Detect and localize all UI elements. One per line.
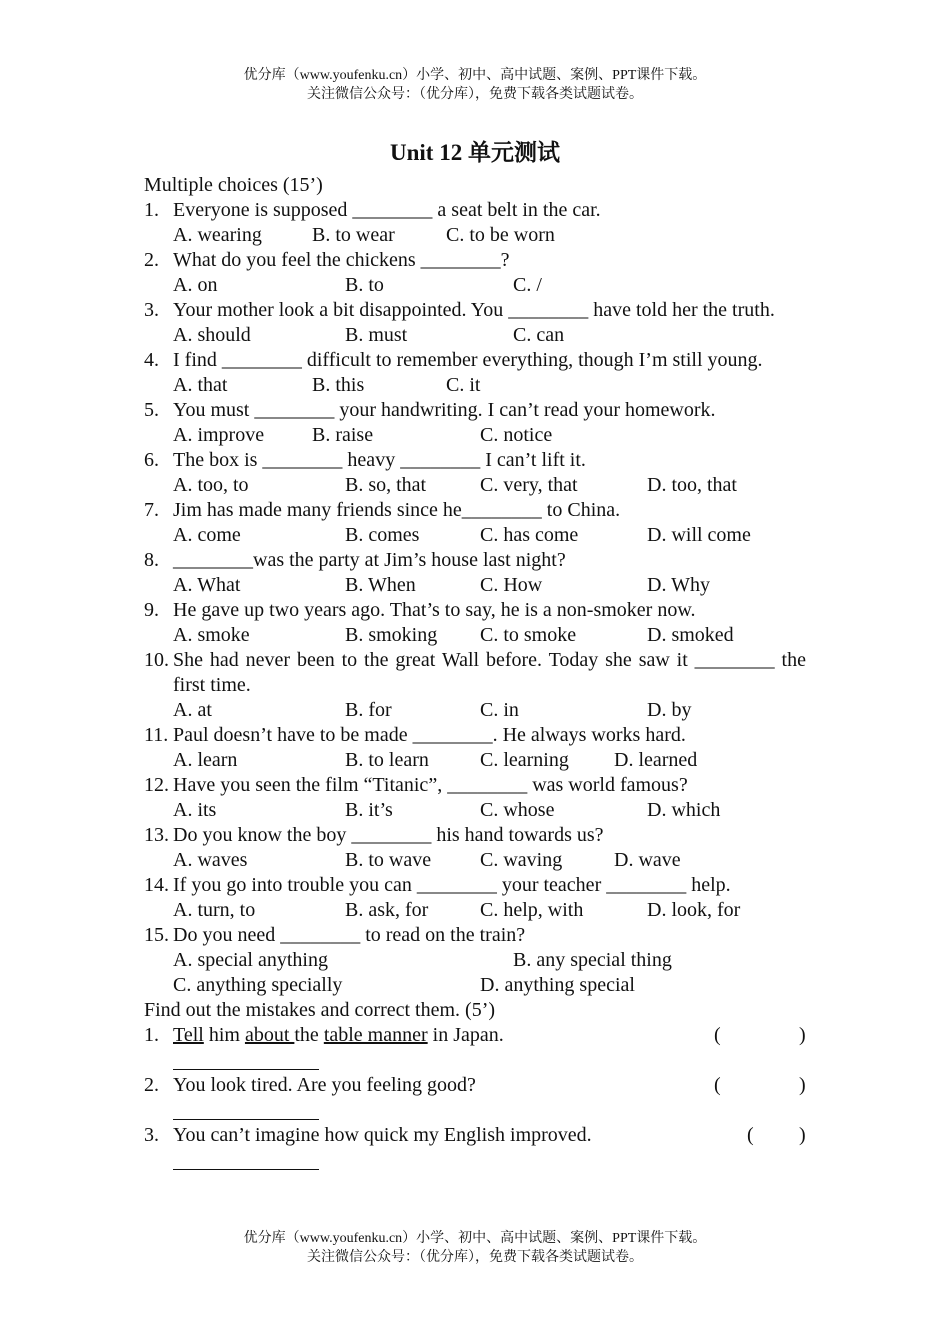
mc-question [144, 248, 806, 298]
question-text: Do you know the boy ________ his hand towards us? [173, 824, 604, 846]
question-number: 1. [144, 1024, 159, 1046]
question-text: The box is ________ heavy ________ I can’t lift it. [173, 449, 586, 471]
answer-option[interactable]: A. special anything [173, 949, 328, 971]
answer-option[interactable]: D. which [647, 799, 721, 821]
answer-option[interactable]: D. wave [614, 849, 681, 871]
mc-question-list [144, 198, 806, 998]
answer-option[interactable]: B. raise [312, 424, 374, 446]
answer-option[interactable]: A. wearing [173, 224, 262, 246]
mc-question [144, 823, 806, 873]
options-row [173, 423, 806, 448]
options-row [173, 623, 806, 648]
mistake-question-1 [144, 1023, 806, 1073]
answer-option[interactable]: B. to [345, 274, 384, 296]
answer-paren-close: ) [799, 1074, 806, 1096]
footer-line-1: 优分库（www.youfenku.cn）小学、初中、高中试题、案例、PPT课件下载。 [243, 1231, 707, 1246]
underlined-word: table manner [323, 1024, 428, 1046]
answer-option[interactable]: C. waving [480, 849, 563, 871]
answer-option[interactable]: C. help, with [480, 899, 584, 921]
answer-option[interactable]: B. comes [345, 524, 420, 546]
question-text: What do you feel the chickens ________? [173, 249, 510, 271]
answer-option[interactable]: B. to wear [312, 224, 395, 246]
answer-option[interactable]: D. learned [614, 749, 698, 771]
question-number: 3. [144, 299, 159, 321]
question-text: You must ________ your handwriting. I can’t read your homework. [173, 399, 716, 421]
mc-question [144, 548, 806, 598]
answer-option[interactable]: A. its [173, 799, 217, 821]
answer-option[interactable]: C. to smoke [480, 624, 577, 646]
mc-question [144, 923, 806, 998]
answer-option[interactable]: D. look, for [647, 899, 741, 921]
answer-option[interactable]: D. by [647, 699, 692, 721]
question-number: 13. [144, 824, 169, 846]
answer-option[interactable]: D. will come [647, 524, 751, 546]
answer-option[interactable]: C. it [446, 374, 481, 396]
options-row [173, 573, 806, 598]
question-number: 4. [144, 349, 159, 371]
answer-option[interactable]: A. at [173, 699, 212, 721]
question-text: Your mother look a bit disappointed. You ________ have told her the truth. [173, 299, 775, 321]
options-row [173, 473, 806, 498]
answer-option[interactable]: C. in [480, 699, 519, 721]
options-row [173, 698, 806, 723]
answer-option[interactable]: B. must [345, 324, 408, 346]
mc-question [144, 398, 806, 448]
question-number: 15. [144, 924, 169, 946]
answer-paren-close: ) [799, 1124, 806, 1146]
mistake-question-3 [144, 1123, 806, 1173]
answer-option[interactable]: C. can [513, 324, 565, 346]
mc-question [144, 723, 806, 773]
question-text: Do you need ________ to read on the train? [173, 924, 526, 946]
options-row [173, 223, 806, 248]
worksheet-body [144, 173, 806, 1173]
question-number: 3. [144, 1124, 159, 1146]
mc-question [144, 773, 806, 823]
mistakes-heading: Find out the mistakes and correct them. (5’) [144, 999, 496, 1021]
question-number: 2. [144, 1074, 159, 1096]
answer-blank-line[interactable] [173, 1098, 806, 1123]
underlined-word: about [244, 1024, 295, 1046]
question-text: If you go into trouble you can ________ your teacher ________ help. [173, 874, 731, 896]
answer-paren-close: ) [799, 1024, 806, 1046]
answer-option[interactable]: D. anything special [480, 974, 635, 996]
answer-option[interactable]: B. any special thing [513, 949, 672, 971]
question-text: ________was the party at Jim’s house last night? [173, 549, 566, 571]
answer-option[interactable]: A. should [173, 324, 251, 346]
mc-question [144, 598, 806, 648]
options-row [173, 273, 806, 298]
header-line-1: 优分库（www.youfenku.cn）小学、初中、高中试题、案例、PPT课件下载。 [243, 68, 707, 83]
mistake-question-2 [144, 1073, 806, 1123]
answer-option[interactable]: C. whose [480, 799, 555, 821]
mc-question [144, 873, 806, 923]
question-number: 11. [144, 724, 169, 746]
answer-option[interactable]: C. / [513, 274, 542, 296]
answer-option[interactable]: B. to wave [345, 849, 432, 871]
question-number: 12. [144, 774, 169, 796]
question-number: 7. [144, 499, 159, 521]
footer-line-2: 关注微信公众号：（优分库），免费下载各类试题试卷。 [307, 1250, 643, 1265]
answer-option[interactable]: B. it’s [345, 799, 393, 821]
options-row [173, 748, 806, 773]
mc-question [144, 298, 806, 348]
answer-option[interactable]: B. ask, for [345, 899, 429, 921]
question-number: 5. [144, 399, 159, 421]
question-text: He gave up two years ago. That’s to say, he is a non-smoker now. [173, 599, 696, 621]
answer-option[interactable]: A. waves [173, 849, 248, 871]
question-text: the [294, 1024, 324, 1046]
question-number: 9. [144, 599, 159, 621]
answer-option[interactable]: A. turn, to [173, 899, 256, 921]
answer-option[interactable]: A. too, to [173, 474, 249, 496]
answer-option[interactable]: C. learning [480, 749, 569, 771]
answer-option[interactable]: B. so, that [345, 474, 427, 496]
options-row [173, 523, 806, 548]
mc-question [144, 648, 806, 723]
page-title: Unit 12 单元测试 [390, 140, 560, 165]
answer-paren-open: ( [714, 1074, 721, 1096]
options-row [173, 323, 806, 348]
mc-heading: Multiple choices (15’) [144, 174, 323, 196]
answer-option[interactable]: D. smoked [647, 624, 734, 646]
answer-option[interactable]: B. smoking [345, 624, 438, 646]
options-row [173, 898, 806, 923]
question-text: in Japan. [427, 1024, 504, 1046]
answer-blank-line[interactable] [173, 1148, 806, 1173]
answer-option[interactable]: C. notice [480, 424, 553, 446]
answer-paren-open: ( [714, 1024, 721, 1046]
answer-option[interactable]: B. this [312, 374, 365, 396]
question-number: 2. [144, 249, 159, 271]
answer-option[interactable]: B. When [345, 574, 416, 596]
question-number: 1. [144, 199, 159, 221]
mc-question [144, 198, 806, 248]
question-text: You look tired. Are you feeling good? [173, 1074, 476, 1096]
answer-option[interactable]: D. Why [647, 574, 710, 596]
underlined-word: Tell [173, 1024, 204, 1046]
header-line-2: 关注微信公众号：（优分库），免费下载各类试题试卷。 [307, 87, 643, 102]
answer-option[interactable]: A. that [173, 374, 228, 396]
answer-option[interactable]: C. very, that [480, 474, 578, 496]
mc-question [144, 498, 806, 548]
question-text: I find ________ difficult to remember everything, though I’m still young. [173, 349, 763, 371]
question-number: 10. [144, 649, 169, 671]
question-text: Jim has made many friends since he________ to China. [173, 499, 621, 521]
options-row [173, 973, 806, 998]
options-row [173, 373, 806, 398]
question-text: She had never been to the great Wall before. Today she saw it ________ the first time. [173, 649, 806, 696]
answer-paren-open: ( [747, 1124, 754, 1146]
question-number: 6. [144, 449, 159, 471]
answer-option[interactable]: A. What [173, 574, 241, 596]
question-text: him [203, 1024, 245, 1046]
answer-option[interactable]: A. come [173, 524, 241, 546]
options-row [173, 848, 806, 873]
question-text: You can’t imagine how quick my English improved. [173, 1124, 592, 1146]
answer-blank-line[interactable] [173, 1048, 806, 1073]
answer-option[interactable]: C. has come [480, 524, 579, 546]
answer-option[interactable]: C. How [480, 574, 543, 596]
question-text: Have you seen the film “Titanic”, ________ was world famous? [173, 774, 688, 796]
answer-option[interactable]: B. for [345, 699, 392, 721]
answer-option[interactable]: A. improve [173, 424, 265, 446]
mc-question [144, 348, 806, 398]
question-number: 14. [144, 874, 169, 896]
answer-option[interactable]: B. to learn [345, 749, 429, 771]
options-row [173, 798, 806, 823]
question-text: Everyone is supposed ________ a seat belt in the car. [173, 199, 601, 221]
answer-option[interactable]: A. on [173, 274, 218, 296]
answer-option[interactable]: C. anything specially [173, 974, 343, 996]
answer-option[interactable]: A. learn [173, 749, 238, 771]
answer-option[interactable]: A. smoke [173, 624, 250, 646]
answer-option[interactable]: D. too, that [647, 474, 737, 496]
question-number: 8. [144, 549, 159, 571]
mc-question [144, 448, 806, 498]
answer-option[interactable]: C. to be worn [446, 224, 555, 246]
options-row [173, 948, 806, 973]
question-text: Paul doesn’t have to be made ________. He always works hard. [173, 724, 686, 746]
